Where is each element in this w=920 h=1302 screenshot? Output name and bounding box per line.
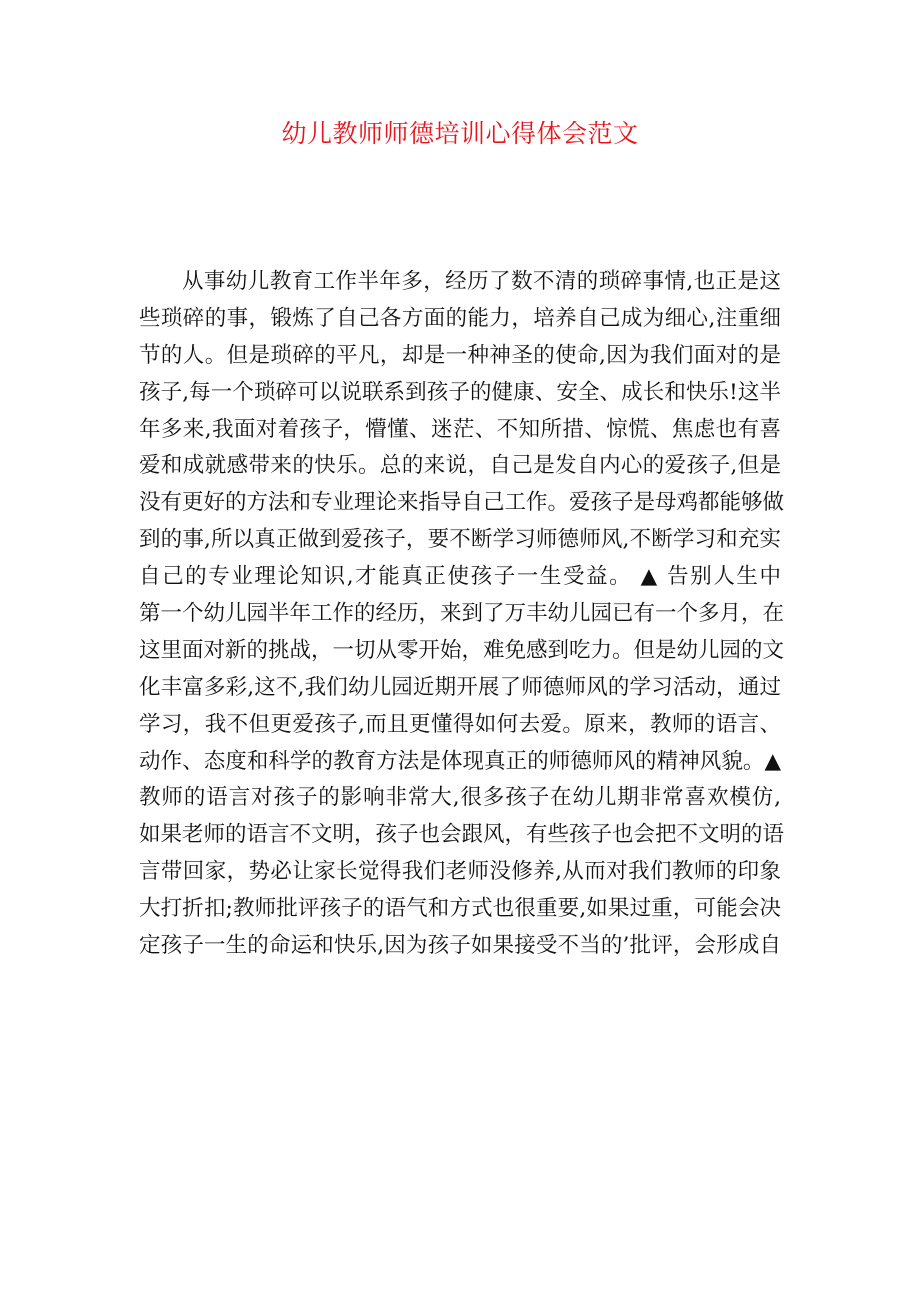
body-line: 言带回家，势必让家长觉得我们老师没修养,从而对我们教师的印象	[139, 859, 781, 885]
body-line: 如果老师的语言不文明，孩子也会跟风，有些孩子也会把不文明的语	[139, 822, 785, 848]
body-line: 孩子,每一个琐碎可以说联系到孩子的健康、安全、成长和快乐!这半	[139, 379, 781, 405]
body-line: 节的人。但是琐碎的平凡，却是一种神圣的使命,因为我们面对的是	[139, 342, 781, 368]
body-line: 些琐碎的事，锻炼了自己各方面的能力，培养自己成为细心,注重细	[139, 305, 781, 331]
body-line: 化丰富多彩,这不,我们幼儿园近期开展了师德师风的学习活动，通过	[139, 674, 781, 700]
body-line: 定孩子一生的命运和快乐,因为孩子如果接受不当的’批评，会形成自	[139, 933, 781, 959]
document-body	[139, 264, 785, 965]
body-line: 大打折扣;教师批评孩子的语气和方式也很重要,如果过重，可能会决	[139, 896, 781, 922]
body-line: 年多来,我面对着孩子，懵懂、迷茫、不知所措、惊慌、焦虑也有喜	[139, 416, 781, 442]
body-line: 第一个幼儿园半年工作的经历，来到了万丰幼儿园已有一个多月，在	[139, 601, 785, 627]
body-line: 教师的语言对孩子的影响非常大,很多孩子在幼儿期非常喜欢模仿,	[139, 785, 781, 811]
body-line: 学习，我不但更爱孩子,而且更懂得如何去爱。原来，教师的语言、	[139, 711, 781, 737]
body-line: 到的事,所以真正做到爱孩子，要不断学习师德师风,不断学习和充实	[139, 527, 781, 553]
body-line: 动作、态度和科学的教育方法是体现真正的师德师风的精神风貌。▲	[139, 748, 781, 774]
document-title: 幼儿教师师德培训心得体会范文	[281, 119, 639, 148]
body-line: 爱和成就感带来的快乐。总的来说，自己是发自内心的爱孩子,但是	[139, 453, 781, 479]
body-line: 没有更好的方法和专业理论来指导自己工作。爱孩子是母鸡都能够做	[139, 490, 785, 516]
body-line: 自己的专业理论知识,才能真正使孩子一生受益。 ▲ 告别人生中	[139, 564, 781, 590]
body-line: 从事幼儿教育工作半年多，经历了数不清的琐碎事情,也正是这	[182, 269, 781, 294]
body-line: 这里面对新的挑战，一切从零开始，难免感到吃力。但是幼儿园的文	[139, 637, 785, 663]
